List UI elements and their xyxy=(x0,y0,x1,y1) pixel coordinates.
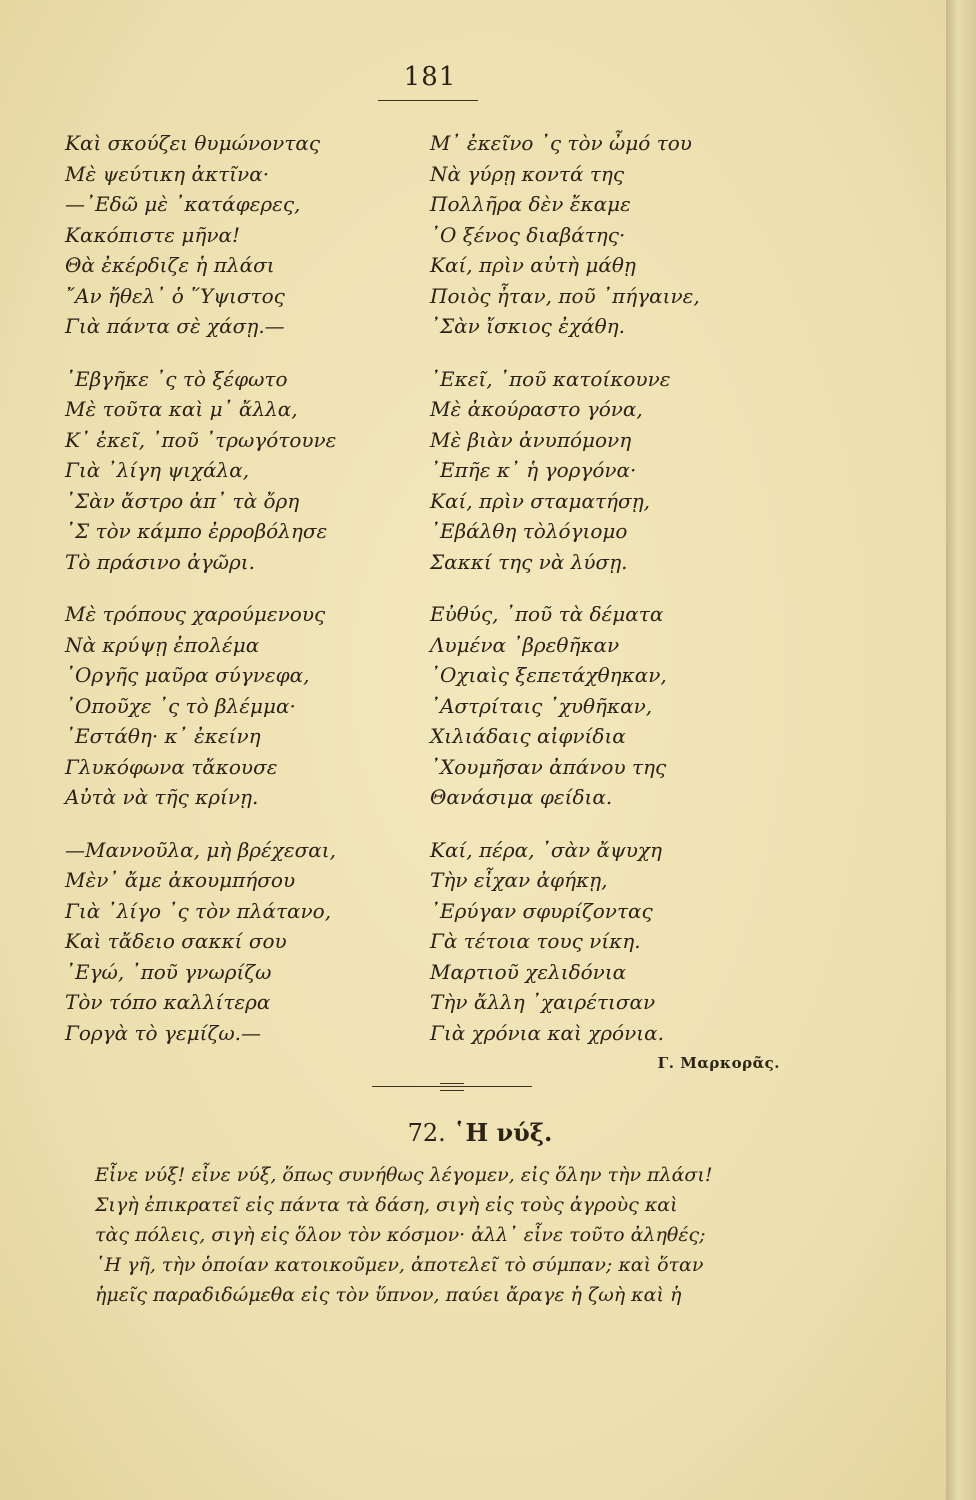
prose-line: ἡμεῖς παραδιδώμεθα εἰς τὸν ὕπνον, παύει ἄραγε ἡ ζωὴ καὶ ἡ xyxy=(95,1284,682,1306)
poem-line: Θανάσιμα φείδια. xyxy=(430,785,613,809)
poem-line: Θὰ ἐκέρδιζε ἡ πλάσι xyxy=(65,253,275,277)
page-number-rule xyxy=(378,100,478,101)
poem-line: Μὲ βιὰν ἀνυπόμονη xyxy=(430,427,632,452)
poem-line: Ποιὸς ἦταν, ποῦ ᾿πήγαινε, xyxy=(430,283,700,308)
poem-line: Γὰ τέτοια τους νίκη. xyxy=(430,929,641,953)
poem-line: ᾿Εστάθη· κ᾿ ἐκείνη xyxy=(65,724,261,748)
poem-line: ᾿Οχιαὶς ξεπετάχθηκαν, xyxy=(430,663,667,687)
poem-line: Κ᾿ ἐκεῖ, ᾿ποῦ ᾿τρωγότουνε xyxy=(65,427,337,452)
section-divider-ornament xyxy=(440,1083,464,1091)
prose-paragraph xyxy=(95,1160,855,1310)
poem-line: Σακκί της νὰ λύσῃ. xyxy=(430,549,628,574)
stanza xyxy=(65,128,405,342)
poem-line: —᾿Εδῶ μὲ ᾿κατάφερες, xyxy=(65,192,301,216)
poem-line: Αὐτὰ νὰ τῆς κρίνῃ. xyxy=(65,785,259,809)
poem-line: Χιλιάδαις αἰφνίδια xyxy=(430,724,626,748)
author-signature: Γ. Μαρκορᾶς. xyxy=(657,1054,780,1072)
poem-line: ᾿Εκεῖ, ᾿ποῦ κατοίκουνε xyxy=(430,366,671,391)
poem-line: Μαρτιοῦ χελιδόνια xyxy=(430,959,627,984)
poem-line: Μ᾿ ἐκεῖνο ᾿ς τὸν ὦμό του xyxy=(430,131,692,155)
section-title: ῾Η νύξ. xyxy=(453,1118,553,1147)
stanza xyxy=(430,364,790,578)
poem-line: Τὴν εἶχαν ἀφήκῃ, xyxy=(430,868,608,892)
poem-line: Καί, πρὶν σταματήσῃ, xyxy=(430,488,651,513)
poem-line: ᾿Εβγῆκε ᾿ς τὸ ξέφωτο xyxy=(65,366,288,391)
page-spine-edge xyxy=(946,0,976,1500)
poem-line: Κακόπιστε μῆνα! xyxy=(65,222,241,247)
prose-line: τὰς πόλεις, σιγὴ εἰς ὅλον τὸν κόσμον· ἀλλ᾿ εἶνε τοῦτο ἀληθές; xyxy=(95,1224,706,1246)
poem-line: Μὲ ψεύτικη ἀκτῖνα· xyxy=(65,161,270,186)
stanza xyxy=(65,364,405,578)
prose-line: Σιγὴ ἐπικρατεῖ εἰς πάντα τὰ δάση, σιγὴ εἰς τοὺς ἀγροὺς καὶ xyxy=(95,1194,678,1216)
poem-line: Γλυκόφωνα τἄκουσε xyxy=(65,754,278,779)
poem-line: ᾿Σὰν ἄστρο ἀπ᾿ τὰ ὄρη xyxy=(65,488,300,513)
poem-line: ᾿Αστρίταις ᾿χυθῆκαν, xyxy=(430,693,653,718)
poem-line: Τὸν τόπο καλλίτερα xyxy=(65,990,271,1014)
section-heading xyxy=(330,1118,630,1147)
poem-line: Νὰ κρύψῃ ἐπολέμα xyxy=(65,632,260,657)
poem-line: Γιὰ πάντα σὲ χάσῃ.— xyxy=(65,314,285,338)
poem-line: Καί, πέρα, ᾿σὰν ἄψυχη xyxy=(430,837,662,862)
stanza xyxy=(430,599,790,813)
poem-line: ᾿Εβάλθη τὸλόγιομο xyxy=(430,519,628,543)
poem-line: Τὴν ἄλλη ᾿χαιρέτισαν xyxy=(430,990,656,1014)
poem-line: Γιὰ ᾿λίγη ψιχάλα, xyxy=(65,458,250,482)
poem-line: Καί, πρὶν αὐτὴ μάθῃ xyxy=(430,253,636,277)
poem-line: Μὲ τοῦτα καὶ μ᾿ ἄλλα, xyxy=(65,397,298,421)
poem-line: Μὲν᾿ ἄμε ἀκουμπήσου xyxy=(65,868,296,892)
poem-line: ᾿Σὰν ἴσκιος ἐχάθη. xyxy=(430,314,625,338)
section-number: 72. xyxy=(407,1119,446,1147)
prose-line: Εἶνε νύξ! εἶνε νύξ, ὅπως συνήθως λέγομεν, εἰς ὅλην τὴν πλάσι! xyxy=(95,1164,713,1186)
poem-line: ᾿Οποῦχε ᾿ς τὸ βλέμμα· xyxy=(65,693,296,718)
poem-line: Μὲ ἀκούραστο γόνα, xyxy=(430,397,643,421)
stanza xyxy=(65,835,405,1049)
poem-line: ᾿Χουμῆσαν ἀπάνου της xyxy=(430,754,667,779)
poem-line: Γιὰ χρόνια καὶ χρόνια. xyxy=(430,1020,664,1045)
page-number: 181 xyxy=(403,62,457,92)
stanza xyxy=(430,835,790,1049)
poem-line: Μὲ τρόπους χαρούμενους xyxy=(65,602,326,626)
poem-line: Πολλῆρα δὲν ἔκαμε xyxy=(430,192,631,216)
prose-line: ῾Η γῆ, τὴν ὁποίαν κατοικοῦμεν, ἀποτελεῖ τὸ σύμπαν; καὶ ὅταν xyxy=(95,1254,704,1276)
poem-line: —Μαννοῦλα, μὴ βρέχεσαι, xyxy=(65,837,336,862)
poem-line: Εὐθύς, ᾿ποῦ τὰ δέματα xyxy=(430,602,664,626)
poem-line: Γιὰ ᾿λίγο ᾿ς τὸν πλάτανο, xyxy=(65,898,332,923)
poem-line: ᾿Επῆε κ᾿ ἡ γοργόνα· xyxy=(430,458,637,482)
stanza xyxy=(430,128,790,342)
poem-left-column xyxy=(65,128,405,1070)
poem-line: ᾿Ο ξένος διαβάτης· xyxy=(430,222,626,247)
poem-line: ᾿Σ τὸν κάμπο ἐρροβόλησε xyxy=(65,519,328,543)
stanza xyxy=(65,599,405,813)
poem-line: Νὰ γύρῃ κοντά της xyxy=(430,161,625,186)
poem-line: Λυμένα ᾿βρεθῆκαν xyxy=(430,632,620,657)
poem-line: Τὸ πράσινο ἀγῶρι. xyxy=(65,549,255,574)
poem-line: ᾿Οργῆς μαῦρα σύγνεφα, xyxy=(65,663,310,687)
poem-line: Καὶ σκούζει θυμώνοντας xyxy=(65,131,321,155)
poem-line: Γοργὰ τὸ γεμίζω.— xyxy=(65,1020,261,1045)
poem-line: Καὶ τἄδειο σακκί σου xyxy=(65,929,287,953)
poem-line: ᾿Ερύγαν σφυρίζοντας xyxy=(430,898,653,923)
poem-line: ᾿Εγώ, ᾿ποῦ γνωρίζω xyxy=(65,959,272,984)
poem-line: ῎Αν ἤθελ᾿ ὁ ῞Υψιστος xyxy=(65,283,285,308)
poem-right-column xyxy=(430,128,790,1070)
